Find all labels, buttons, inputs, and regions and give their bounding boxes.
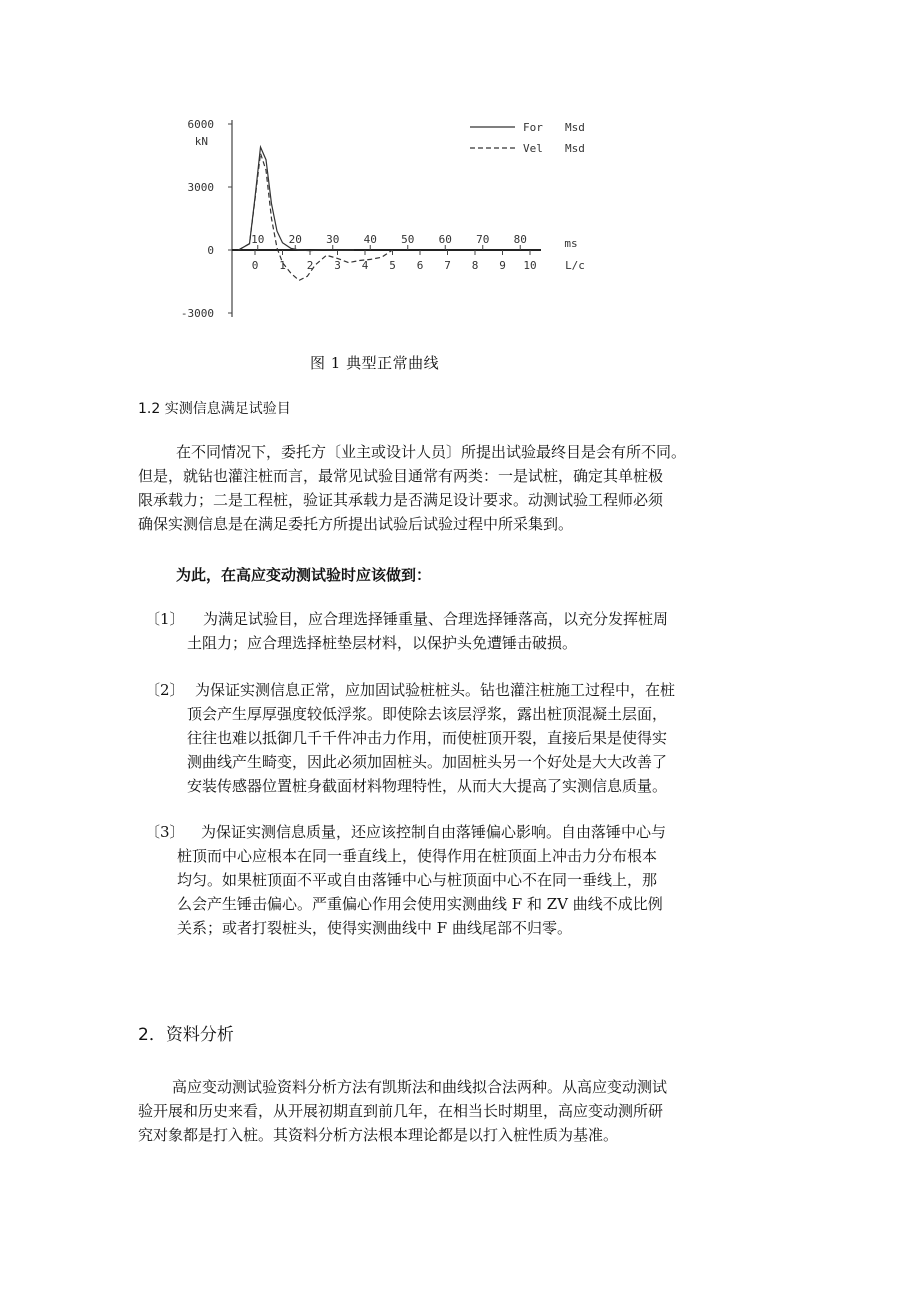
list-item-line: 均匀。如果桩顶面不平或自由落锤中心与桩顶面中心不在同一垂线上，那 bbox=[177, 871, 658, 889]
x-ms-tick-label: 40 bbox=[363, 233, 377, 246]
x-lc-tick-label: 4 bbox=[361, 259, 369, 272]
lead-sentence: 为此，在高应变动测试验时应该做到： bbox=[176, 566, 432, 584]
x-ms-tick-label: 30 bbox=[326, 233, 340, 246]
x-ms-tick-label: 50 bbox=[401, 233, 415, 246]
x-lc-tick-label: 7 bbox=[444, 259, 451, 272]
x-lc-tick-label: 8 bbox=[471, 259, 479, 272]
list-item-line: 为满足试验目，应合理选择锤重量、合理选择锤落高，以充分发挥桩周 bbox=[203, 610, 669, 628]
x-lc-tick-label: 3 bbox=[334, 259, 341, 272]
x-ms-tick-label: 10 bbox=[251, 233, 265, 246]
x-ms-tick-label: 80 bbox=[513, 233, 527, 246]
list-item-number: 〔2〕 bbox=[145, 681, 185, 699]
x-lc-tick-label: 2 bbox=[306, 259, 314, 272]
x-lc-tick-label: 5 bbox=[389, 259, 396, 272]
list-item-line: 桩顶而中心应根本在同一垂直线上，使得作用在桩顶面上冲击力分布根本 bbox=[177, 847, 658, 865]
x-ms-tick-label: 60 bbox=[438, 233, 452, 246]
list-item-2 bbox=[145, 678, 825, 802]
x-lc-tick-label: 6 bbox=[416, 259, 424, 272]
x-lc-tick-label: 9 bbox=[499, 259, 506, 272]
list-item-line: 关系；或者打裂桩头，使得实测曲线中 F 曲线尾部不归零。 bbox=[177, 919, 572, 937]
list-item-1 bbox=[145, 607, 825, 657]
series-line-velocity bbox=[239, 153, 393, 280]
paragraph-line: 高应变动测试验资料分析方法有凯斯法和曲线拟合法两种。从高应变动测试 bbox=[172, 1078, 668, 1096]
y-tick-label: -3000 bbox=[180, 307, 214, 320]
list-item-line: 往往也难以抵御几千千件冲击力作用，而使桩顶开裂，直接后果是使得实 bbox=[187, 729, 668, 747]
paragraph-line: 究对象都是打入桩。其资料分析方法根本理论都是以打入桩性质为基准。 bbox=[138, 1126, 619, 1144]
x-lc-tick-label: 10 bbox=[523, 259, 537, 272]
y-unit-label: kN bbox=[194, 135, 208, 148]
list-item-line: 为保证实测信息正常，应加固试验桩桩头。钻也灌注桩施工过程中，在桩 bbox=[195, 681, 676, 699]
x-ms-tick-label: 20 bbox=[288, 233, 302, 246]
x-lc-unit-label: L/c bbox=[565, 259, 585, 272]
paragraph-line: 确保实测信息是在满足委托方所提出试验后试验过程中所采集到。 bbox=[138, 515, 574, 533]
force-velocity-chart bbox=[160, 105, 610, 335]
list-item-line: 土阻力；应合理选择桩垫层材料，以保护头免遭锤击破损。 bbox=[187, 634, 578, 652]
x-lc-tick-label: 1 bbox=[279, 259, 286, 272]
legend-tag: Msd bbox=[565, 142, 585, 155]
x-ms-tick-label: 70 bbox=[476, 233, 490, 246]
y-tick-label: 6000 bbox=[187, 118, 214, 131]
x-lc-tick-label: 0 bbox=[251, 259, 259, 272]
section-heading-1-2: 1.2 实测信息满足试验目 bbox=[138, 401, 291, 417]
paragraph-line: 在不同情况下，委托方〔业主或设计人员〕所提出试验最终目是会有所不同。 bbox=[176, 443, 687, 461]
y-tick-label: 0 bbox=[207, 244, 214, 257]
list-item-line: 为保证实测信息质量，还应该控制自由落锤偏心影响。自由落锤中心与 bbox=[201, 823, 667, 841]
legend-label: For bbox=[523, 121, 543, 134]
paragraph-line: 但是，就钻也灌注桩而言，最常见试验目通常有两类：一是试桩，确定其单桩极 bbox=[138, 467, 664, 485]
x-ms-unit-label: ms bbox=[564, 237, 578, 250]
legend-tag: Msd bbox=[565, 121, 585, 134]
list-item-3 bbox=[145, 820, 825, 944]
list-item-number: 〔1〕 bbox=[145, 610, 185, 628]
figure-caption: 图 1 典型正常曲线 bbox=[310, 354, 440, 372]
list-item-line: 顶会产生厚厚强度较低浮浆。即使除去该层浮浆，露出桩顶混凝土层面， bbox=[187, 705, 668, 723]
list-item-line: 安装传感器位置桩身截面材料物理特性，从而大大提高了实测信息质量。 bbox=[187, 777, 668, 795]
typical-curve-figure bbox=[160, 105, 610, 335]
list-item-number: 〔3〕 bbox=[145, 823, 185, 841]
legend-label: Vel bbox=[523, 142, 543, 155]
paragraph-line: 验开展和历史来看，从开展初期直到前几年，在相当长时期里，高应变动测所研 bbox=[138, 1102, 664, 1120]
section-heading-2: 2．资料分析 bbox=[138, 1025, 234, 1045]
y-tick-label: 3000 bbox=[187, 181, 214, 194]
list-item-line: 么会产生锤击偏心。严重偏心作用会使用实测曲线 F 和 ZV 曲线不成比例 bbox=[177, 895, 663, 913]
paragraph-line: 限承载力；二是工程桩，验证其承载力是否满足设计要求。动测试验工程师必须 bbox=[138, 491, 664, 509]
list-item-line: 测曲线产生畸变，因此必须加固桩头。加固桩头另一个好处是大大改善了 bbox=[187, 753, 668, 771]
